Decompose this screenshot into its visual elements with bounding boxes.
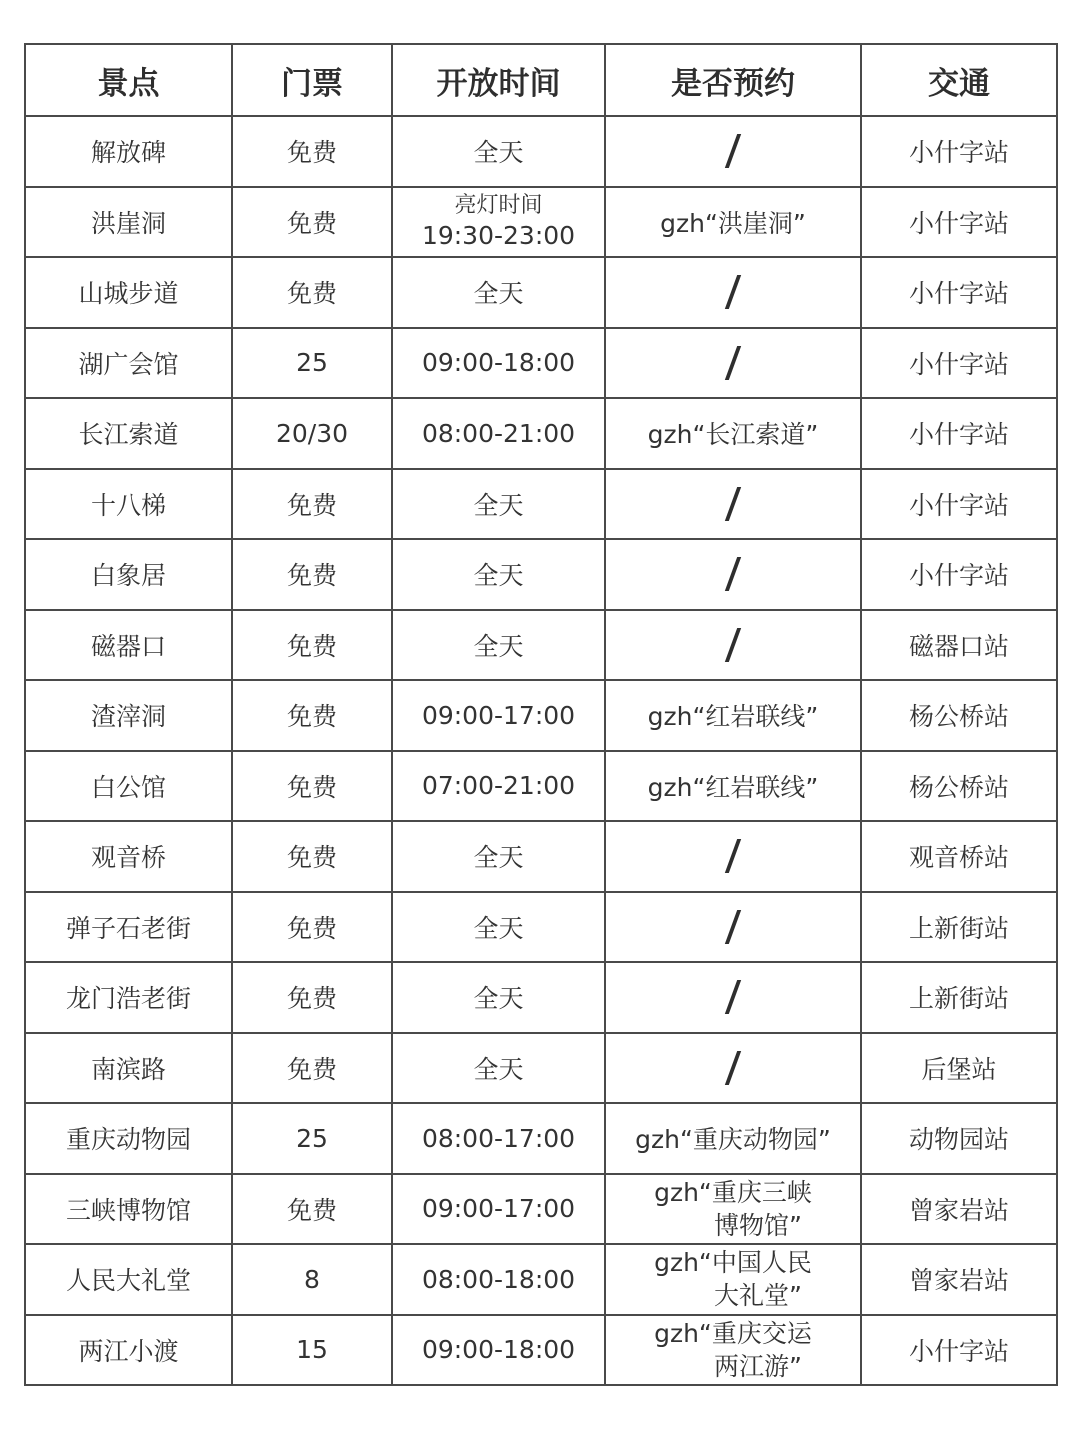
reservation-cell [605, 1244, 861, 1315]
attraction-name-cell: 十八梯 [25, 469, 232, 540]
header-transport: 交通 [861, 44, 1057, 116]
attraction-name-cell: 山城步道 [25, 257, 232, 328]
reservation-line: gzh“中国人民 [654, 1248, 812, 1278]
table-row [25, 610, 1057, 681]
attraction-name-cell: 洪崖洞 [25, 187, 232, 258]
reservation-cell [605, 1033, 861, 1104]
attractions-table-wrapper [24, 43, 1056, 1386]
reservation-cell [605, 1315, 861, 1386]
reservation-cell [605, 1174, 861, 1245]
reservation-line: gzh“重庆交运 [654, 1318, 812, 1348]
opening-hours-cell: 09:00-18:00 [392, 328, 605, 399]
slash-icon [725, 557, 741, 591]
opening-hours-cell: 07:00-21:00 [392, 751, 605, 822]
ticket-price-cell: 免费 [232, 1174, 392, 1245]
slash-icon [725, 628, 741, 662]
header-attraction: 景点 [25, 44, 232, 116]
ticket-price-cell: 25 [232, 328, 392, 399]
table-row [25, 1174, 1057, 1245]
table-row [25, 962, 1057, 1033]
attraction-name-cell: 三峡博物馆 [25, 1174, 232, 1245]
reservation-cell: gzh“重庆动物园” [605, 1103, 861, 1174]
ticket-price-cell: 免费 [232, 680, 392, 751]
opening-hours-cell: 全天 [392, 257, 605, 328]
transport-station-cell: 小什字站 [861, 257, 1057, 328]
attraction-name-cell: 湖广会馆 [25, 328, 232, 399]
ticket-price-cell: 免费 [232, 610, 392, 681]
ticket-price-cell: 免费 [232, 751, 392, 822]
transport-station-cell: 小什字站 [861, 469, 1057, 540]
table-row [25, 187, 1057, 258]
ticket-price-cell: 免费 [232, 469, 392, 540]
reservation-cell [605, 610, 861, 681]
attraction-name-cell: 两江小渡 [25, 1315, 232, 1386]
header-row [25, 44, 1057, 116]
opening-hours-cell: 全天 [392, 610, 605, 681]
table-row [25, 892, 1057, 963]
ticket-price-cell: 25 [232, 1103, 392, 1174]
table-row [25, 328, 1057, 399]
attraction-name-cell: 白象居 [25, 539, 232, 610]
reservation-cell: gzh“洪崖洞” [605, 187, 861, 258]
reservation-cell: gzh“红岩联线” [605, 680, 861, 751]
opening-hours-line: 19:30-23:00 [421, 220, 576, 250]
slash-icon [725, 487, 741, 521]
reservation-line: 两江游” [714, 1351, 802, 1381]
attraction-name-cell: 白公馆 [25, 751, 232, 822]
slash-icon [725, 275, 741, 309]
transport-station-cell: 后堡站 [861, 1033, 1057, 1104]
transport-station-cell: 杨公桥站 [861, 751, 1057, 822]
ticket-price-cell: 免费 [232, 892, 392, 963]
reservation-line: 博物馆” [714, 1210, 802, 1240]
header-opening-hours: 开放时间 [392, 44, 605, 116]
header-reservation: 是否预约 [605, 44, 861, 116]
transport-station-cell: 动物园站 [861, 1103, 1057, 1174]
transport-station-cell: 杨公桥站 [861, 680, 1057, 751]
opening-hours-cell: 全天 [392, 116, 605, 187]
reservation-cell [605, 962, 861, 1033]
opening-hours-cell: 09:00-17:00 [392, 680, 605, 751]
transport-station-cell: 小什字站 [861, 116, 1057, 187]
table-row [25, 821, 1057, 892]
opening-hours-line: 亮灯时间 [454, 192, 543, 218]
table-row [25, 1033, 1057, 1104]
attraction-name-cell: 渣滓洞 [25, 680, 232, 751]
opening-hours-cell: 全天 [392, 1033, 605, 1104]
reservation-cell [605, 328, 861, 399]
ticket-price-cell: 免费 [232, 821, 392, 892]
reservation-line: gzh“重庆三峡 [654, 1177, 812, 1207]
ticket-price-cell: 免费 [232, 962, 392, 1033]
reservation-cell [605, 469, 861, 540]
table-row [25, 539, 1057, 610]
transport-station-cell: 曾家岩站 [861, 1244, 1057, 1315]
table-row [25, 116, 1057, 187]
header-ticket: 门票 [232, 44, 392, 116]
opening-hours-cell: 全天 [392, 539, 605, 610]
ticket-price-cell: 免费 [232, 187, 392, 258]
attractions-table [24, 43, 1058, 1386]
transport-station-cell: 小什字站 [861, 187, 1057, 258]
slash-icon [725, 1051, 741, 1085]
attraction-name-cell: 解放碑 [25, 116, 232, 187]
ticket-price-cell: 15 [232, 1315, 392, 1386]
transport-station-cell: 上新街站 [861, 892, 1057, 963]
table-row [25, 680, 1057, 751]
reservation-cell [605, 539, 861, 610]
table-row [25, 469, 1057, 540]
ticket-price-cell: 免费 [232, 257, 392, 328]
opening-hours-cell: 09:00-17:00 [392, 1174, 605, 1245]
reservation-line: 大礼堂” [714, 1281, 802, 1311]
attraction-name-cell: 磁器口 [25, 610, 232, 681]
reservation-cell [605, 116, 861, 187]
table-body [25, 116, 1057, 1385]
table-row [25, 1103, 1057, 1174]
table-row [25, 257, 1057, 328]
transport-station-cell: 小什字站 [861, 328, 1057, 399]
slash-icon [725, 134, 741, 168]
attraction-name-cell: 重庆动物园 [25, 1103, 232, 1174]
reservation-cell: gzh“红岩联线” [605, 751, 861, 822]
opening-hours-cell: 08:00-21:00 [392, 398, 605, 469]
attraction-name-cell: 南滨路 [25, 1033, 232, 1104]
reservation-cell: gzh“长江索道” [605, 398, 861, 469]
ticket-price-cell: 20/30 [232, 398, 392, 469]
slash-icon [725, 980, 741, 1014]
opening-hours-cell: 全天 [392, 821, 605, 892]
opening-hours-cell: 08:00-18:00 [392, 1244, 605, 1315]
reservation-cell [605, 892, 861, 963]
attraction-name-cell: 观音桥 [25, 821, 232, 892]
attraction-name-cell: 长江索道 [25, 398, 232, 469]
opening-hours-cell: 08:00-17:00 [392, 1103, 605, 1174]
opening-hours-cell: 全天 [392, 892, 605, 963]
opening-hours-cell [392, 187, 605, 258]
transport-station-cell: 小什字站 [861, 539, 1057, 610]
ticket-price-cell: 免费 [232, 1033, 392, 1104]
transport-station-cell: 曾家岩站 [861, 1174, 1057, 1245]
slash-icon [725, 910, 741, 944]
transport-station-cell: 上新街站 [861, 962, 1057, 1033]
opening-hours-cell: 全天 [392, 962, 605, 1033]
reservation-cell [605, 257, 861, 328]
opening-hours-cell: 09:00-18:00 [392, 1315, 605, 1386]
table-row [25, 751, 1057, 822]
attraction-name-cell: 人民大礼堂 [25, 1244, 232, 1315]
opening-hours-cell: 全天 [392, 469, 605, 540]
transport-station-cell: 小什字站 [861, 398, 1057, 469]
table-row [25, 1244, 1057, 1315]
table-row [25, 1315, 1057, 1386]
slash-icon [725, 346, 741, 380]
ticket-price-cell: 免费 [232, 539, 392, 610]
transport-station-cell: 观音桥站 [861, 821, 1057, 892]
attraction-name-cell: 弹子石老街 [25, 892, 232, 963]
slash-icon [725, 839, 741, 873]
ticket-price-cell: 8 [232, 1244, 392, 1315]
attraction-name-cell: 龙门浩老街 [25, 962, 232, 1033]
transport-station-cell: 磁器口站 [861, 610, 1057, 681]
table-row [25, 398, 1057, 469]
reservation-cell [605, 821, 861, 892]
ticket-price-cell: 免费 [232, 116, 392, 187]
transport-station-cell: 小什字站 [861, 1315, 1057, 1386]
